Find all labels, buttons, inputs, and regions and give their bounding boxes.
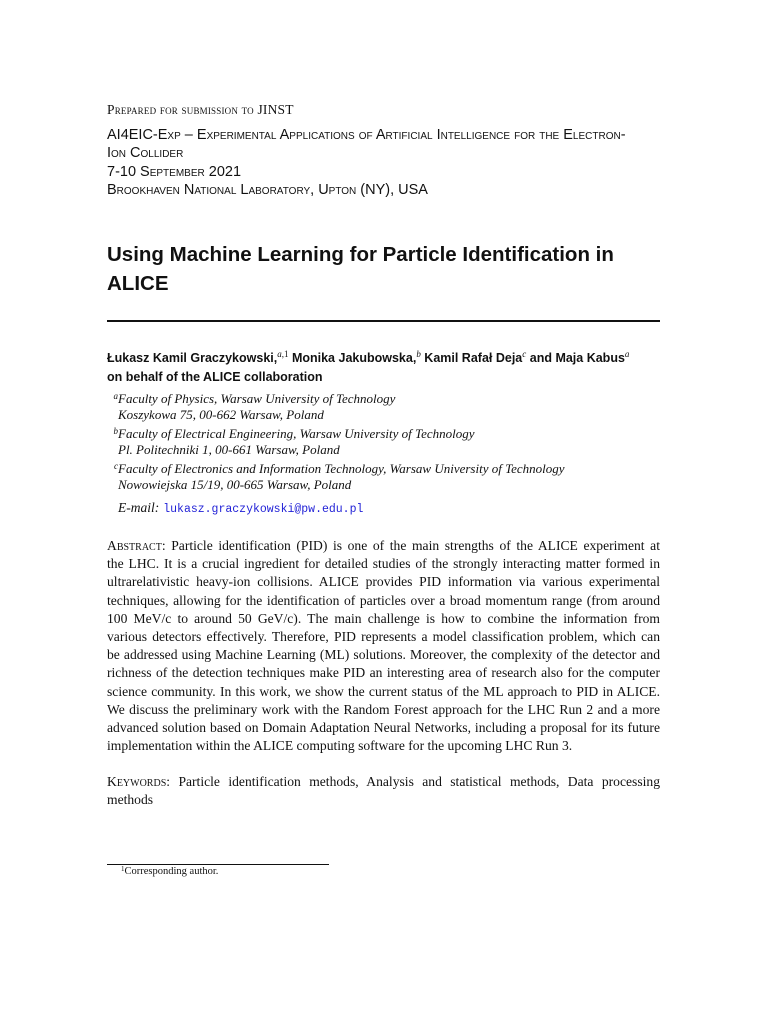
- abstract-line: We discuss the preliminary work with the Random Forest approach for the LHC Run 2 and a more: [107, 701, 660, 717]
- author-name: Kamil Rafał Deja: [424, 351, 523, 365]
- author-name: and Maja Kabus: [529, 351, 625, 365]
- affiliation-address: Nowowiejska 15/19, 00-665 Warsaw, Poland: [118, 477, 352, 493]
- abstract-line: Particle identification (PID) is one of the main strengths of the ALICE experiment at: [171, 538, 660, 553]
- paper-title-line-1: Using Machine Learning for Particle Identification in: [107, 243, 614, 266]
- abstract-line: ultrarelativistic heavy-ion collisions. ALICE provides PID information via various experimental: [107, 574, 660, 590]
- affiliation-line: Faculty of Electrical Engineering, Warsaw University of Technology: [118, 425, 475, 441]
- conference-name-line-2: Ion Collider: [107, 145, 184, 162]
- keywords-line: Particle identification methods, Analysis and statistical methods, Data processing: [178, 774, 660, 789]
- affiliation-mark: c: [522, 349, 527, 359]
- footnote-mark: 1: [283, 349, 289, 359]
- footnote-mark: ,: [281, 349, 284, 359]
- affiliation-mark: a: [277, 349, 282, 359]
- abstract-line: implementation within the ALICE computing software for the upcoming LHC Run 3.: [107, 738, 573, 754]
- footnote-rule: [107, 864, 329, 865]
- abstract-line: be addressed using Machine Learning (ML) solutions. Moreover, the complexity of the detector and: [107, 647, 660, 663]
- conference-info: [107, 126, 667, 199]
- email-label: E-mail:: [118, 500, 160, 515]
- keywords-label: Keywords:: [107, 774, 171, 789]
- author-name: Łukasz Kamil Graczykowski,: [107, 351, 278, 365]
- affiliation-address: Pl. Politechniki 1, 00-661 Warsaw, Poland: [118, 442, 340, 458]
- abstract-line: richness of the detection techniques make PID an interesting area of research also for the computer: [107, 665, 660, 681]
- affiliation-line: Faculty of Electronics and Information Technology, Warsaw University of Technology: [118, 460, 565, 476]
- collaboration-line: on behalf of the ALICE collaboration: [107, 370, 323, 384]
- abstract: [107, 537, 660, 755]
- abstract-line: techniques, allowing for the identification of particles over a broad momentum range (from around: [107, 592, 660, 608]
- affiliation-mark: b: [416, 349, 421, 359]
- footnote: [121, 866, 218, 877]
- email-link[interactable]: lukasz.graczykowski@pw.edu.pl: [163, 503, 364, 516]
- conference-name-line-1: AI4EIC-Exp – Experimental Applications of Artificial Intelligence for the Electron-: [107, 127, 626, 143]
- affiliation-address: Koszykowa 75, 00-662 Warsaw, Poland: [118, 407, 324, 423]
- keywords-line: methods: [107, 792, 154, 808]
- abstract-label: Abstract:: [107, 538, 166, 553]
- abstract-line: science community. In this work, we show the current status of the ML approach to PID in ALICE.: [107, 683, 660, 699]
- affiliation-list: aFaculty of Physics, Warsaw University of Technology Koszykowa 75, 00-662 Warsaw, Poland bFaculty of Electrical Engineering, Warsaw University of Technology Pl. Politechniki 1, 00-661 Warsaw, Poland cFaculty of Electronics and Information Technology, Warsaw University of Technology Nowowiejska 15/19, 00-665 Warsaw, Poland: [107, 391, 667, 493]
- author-name: Monika Jakubowska,: [291, 351, 417, 365]
- paper-title: [107, 240, 667, 298]
- footnote-text: Corresponding author.: [124, 866, 219, 877]
- submission-note: Prepared for submission to JINST: [107, 102, 294, 117]
- affiliation-mark: a: [624, 349, 630, 359]
- abstract-line: various detectors effectively. Therefore, PID represents a model classification problem, which can: [107, 629, 660, 645]
- abstract-line: 100 MeV/c to around 50 GeV/c). The main challenge is how to combine the information from: [107, 610, 660, 626]
- paper-title-line-2: ALICE: [107, 272, 169, 295]
- conference-venue: Brookhaven National Laboratory, Upton (NY), USA: [107, 181, 428, 198]
- title-rule: [107, 320, 660, 322]
- author-list: [107, 349, 667, 387]
- abstract-line: advanced solution based on Domain Adaptation Neural Networks, including a proposal for its future: [107, 720, 660, 736]
- footnote-mark: 1: [121, 865, 125, 873]
- abstract-line: the LHC. It is a crucial ingredient for detailed studies of the strongly interacting matter formed in: [107, 556, 660, 572]
- conference-dates: 7-10 September 2021: [107, 163, 242, 180]
- keywords: [107, 773, 660, 809]
- affiliation-line: Faculty of Physics, Warsaw University of Technology: [118, 391, 396, 406]
- contact-email: [118, 500, 363, 516]
